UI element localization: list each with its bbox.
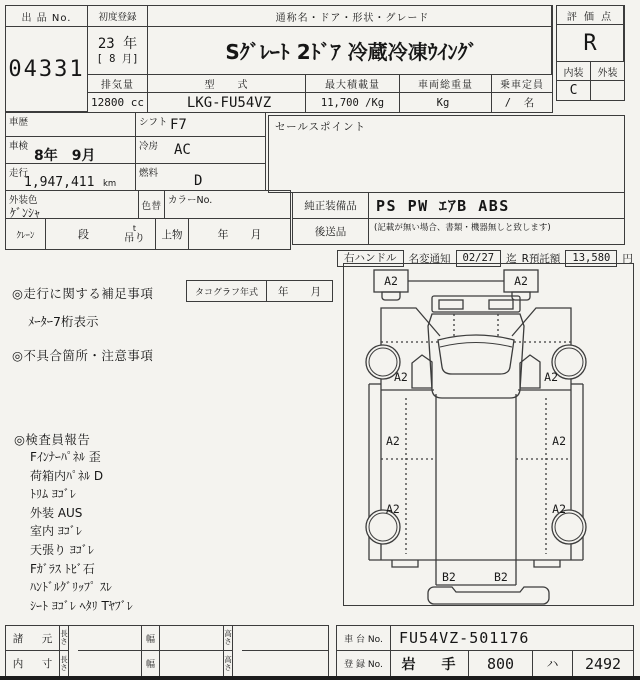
first-registration-month: [ 8 月] (96, 52, 139, 65)
inspector-item: Fｲﾝﾅｰﾊﾟﾈﾙ 歪 (30, 450, 101, 464)
yen-label: 円 (622, 253, 633, 265)
door-right (520, 355, 540, 388)
damage-mark-mid-right: A2 (552, 434, 566, 448)
damage-mark-rear-right: A2 (552, 502, 566, 516)
chassis-number: FU54VZ-501176 (399, 629, 530, 647)
mileage-unit: km (103, 179, 117, 189)
vehicle-header-table (5, 5, 553, 113)
inspector-item: 外装 AUS (30, 505, 83, 520)
truck-top-view-diagram (344, 264, 633, 605)
interior-label: 内装 (557, 62, 591, 81)
chassis-label: 車 台 No. (337, 626, 391, 650)
max-payload-number: 11,700 / (320, 96, 372, 109)
shift-label: シフト (139, 117, 168, 128)
mileage-value: 1,947,411 (24, 175, 95, 190)
capacity-label: 乗車定員 (492, 75, 552, 93)
crane-spec-cell (45, 218, 156, 250)
displacement-label: 排気量 (88, 75, 148, 93)
body-type-label: 上物 (161, 228, 183, 241)
dims-height-label: 高さ (224, 626, 233, 651)
interior-grade: C (557, 81, 591, 100)
inspector-item: ﾊﾝﾄﾞﾙｸﾞﾘｯﾌﾟ ｽﾚ (30, 580, 112, 595)
mirror-left-icon (382, 292, 400, 300)
damage-mark-front-right: A2 (544, 370, 558, 384)
registration-kana: ハ (533, 651, 573, 676)
exterior-grade (591, 81, 624, 100)
tachograph-label: タコグラフ年式 (187, 281, 267, 301)
damage-mark-mid-left: A2 (386, 434, 400, 448)
tachograph-value (267, 281, 332, 301)
factory-equipment-value: PS PW ｴｱB ABS (376, 197, 510, 215)
inspector-report-list (30, 448, 133, 615)
dims-width-value (160, 626, 224, 651)
scan-edge-bar (0, 676, 640, 680)
inspector-report-title: ◎検査員報告 (14, 432, 91, 447)
dims-row-label: 諸 元 (6, 626, 60, 651)
name-change-label: 名変通知 (408, 253, 451, 265)
inspector-item: ｼｰﾄ ﾖｺﾞﾚ ﾍﾀﾘ Tﾔﾌﾞﾚ (30, 598, 133, 613)
evaluation-box (556, 5, 625, 101)
sales-point-label: セールスポイント (275, 121, 367, 133)
inner-height-value (242, 651, 328, 676)
evaluation-score: R (557, 25, 624, 62)
inspector-item: 室内 ﾖｺﾞﾚ (30, 524, 82, 539)
inner-length-label: 長さ (60, 651, 69, 676)
damage-mark-bumper-right: B2 (494, 570, 508, 584)
crane-cell (5, 218, 46, 250)
exterior-color-cell (5, 190, 139, 219)
displacement-value: 12800 cc (88, 93, 148, 112)
gross-weight-label: 車両総重量 (400, 75, 492, 93)
later-items-label: 後送品 (293, 219, 369, 244)
damage-mark-rear-left: A2 (386, 502, 400, 516)
inspector-item: Fｶﾞﾗｽ ﾄﾋﾞ石 (30, 561, 95, 576)
color-no-label: カラーNo. (168, 195, 213, 206)
inner-row-label: 内 寸 (6, 651, 60, 676)
later-items-row (292, 218, 625, 245)
inner-length-value (78, 651, 142, 676)
tachograph-month: 月 (310, 285, 321, 298)
registration-number: 2492 (584, 654, 622, 673)
factory-equipment-label: 純正装備品 (293, 193, 369, 218)
registration-area: 岩 手 (391, 651, 469, 676)
cab-body (428, 314, 524, 398)
factory-equipment-row (292, 192, 625, 219)
first-registration-label: 初度登録 (88, 6, 148, 27)
inspector-item: 天張り ﾖｺﾞﾚ (30, 542, 94, 557)
inspector-item: ﾄﾘﾑ ﾖｺﾞﾚ (30, 487, 76, 502)
fuel-cell (135, 163, 266, 191)
crane-ton-label: t (132, 223, 137, 233)
damage-mark-mirror-left: A2 (384, 274, 398, 288)
inspection-cell (5, 136, 136, 164)
later-items-note: (記載が無い場合、書類・機器無しと致します) (374, 223, 551, 233)
aircon-cell (135, 136, 266, 164)
exterior-label: 外装 (591, 62, 624, 81)
rear-bumper (428, 587, 549, 604)
repaint-cell (138, 190, 165, 219)
mileage-label: 走行 (9, 168, 29, 179)
lot-number-value: 04331 (6, 27, 88, 112)
aircon-value: AC (174, 142, 191, 158)
registration-row (337, 651, 633, 676)
model-code-value: LKG-FU54VZ (148, 93, 306, 112)
meter-note: ﾒｰﾀｰ7桁表示 (28, 314, 99, 329)
front-left-shoulder (381, 308, 440, 346)
dimensions-table (5, 625, 329, 677)
aircon-label: 冷房 (139, 141, 159, 152)
dims-length-label: 長さ (60, 626, 69, 651)
crane-dan-label: 段 (78, 228, 89, 241)
capacity-slash: / (504, 96, 512, 109)
shift-value: F7 (170, 117, 187, 133)
capacity-value (492, 93, 552, 112)
registration-label: 登 録 No. (337, 651, 391, 676)
deposit-label: R預託額 (521, 253, 561, 265)
lot-number-label: 出 品 No. (6, 6, 88, 27)
registration-table (336, 625, 634, 677)
chassis-row (337, 626, 633, 651)
first-registration-value (88, 27, 148, 75)
crane-tsuri-label (124, 225, 145, 244)
model-name-value: Sｸﾞﾚｰﾄ 2ﾄﾞｱ 冷蔵冷凍ｳｲﾝｸﾞ (148, 27, 552, 75)
crane-label: ｸﾚｰﾝ (16, 230, 35, 241)
dims-length-value (78, 626, 142, 651)
crane-hang-label: 吊り (124, 231, 145, 244)
tachograph-box (186, 280, 333, 302)
tachograph-year: 年 (278, 285, 289, 298)
damage-mark-bumper-left: B2 (442, 570, 456, 584)
until-label: 迄 (506, 253, 517, 265)
color-no-cell (164, 190, 291, 219)
repaint-label: 色替 (141, 200, 162, 212)
exterior-color-label: 外装色 (9, 195, 38, 206)
inner-width-label: 幅 (142, 651, 160, 676)
max-payload-value (306, 93, 400, 112)
damage-diagram-box (343, 263, 634, 606)
damage-mark-front-left: A2 (394, 370, 408, 384)
inspection-label: 車検 (9, 141, 29, 152)
first-registration-year: 23 年 (97, 36, 138, 53)
sales-point-box (268, 115, 625, 193)
body-type-cell (155, 218, 189, 250)
defect-title: ◎不具合箇所・注意事項 (12, 348, 154, 363)
dims-width-label: 幅 (142, 626, 160, 651)
fuel-label: 燃料 (139, 168, 159, 179)
inspection-value: 8年 9月 (34, 148, 96, 164)
registration-class: 800 (469, 651, 533, 676)
door-left (412, 355, 432, 388)
max-payload-unit: Kg (371, 96, 385, 109)
shift-cell (135, 112, 266, 137)
handle-badge: 右ハンドル (337, 250, 404, 267)
front-right-shoulder (512, 308, 571, 346)
exterior-color-value: ｹﾞﾝｼｬ (10, 206, 41, 220)
deposit-value: 13,580 (565, 250, 617, 267)
inner-height-label: 高さ (224, 651, 233, 676)
history-label: 車歴 (9, 117, 29, 128)
mileage-note-title: ◎走行に関する補足事項 (12, 286, 154, 301)
inner-width-value (160, 651, 224, 676)
capacity-unit: 名 (523, 97, 535, 109)
history-cell (5, 112, 136, 137)
model-code-label: 型 式 (148, 75, 306, 93)
body-year-value: 年 月 (217, 228, 262, 241)
mileage-cell (5, 163, 136, 191)
inspector-item: 荷箱内ﾊﾟﾈﾙ D (30, 468, 104, 483)
damage-mark-mirror-right: A2 (514, 274, 528, 288)
name-change-date: 02/27 (456, 250, 502, 267)
dims-height-value (242, 626, 328, 651)
evaluation-header: 評 価 点 (557, 6, 624, 25)
gross-weight-value: Kg (400, 93, 492, 112)
body-year-cell (188, 218, 291, 250)
model-name-label: 通称名・ドア・形状・グレード (148, 6, 552, 27)
fuel-value: D (194, 173, 203, 189)
max-payload-label: 最大積載量 (306, 75, 400, 93)
windshield (438, 335, 514, 374)
